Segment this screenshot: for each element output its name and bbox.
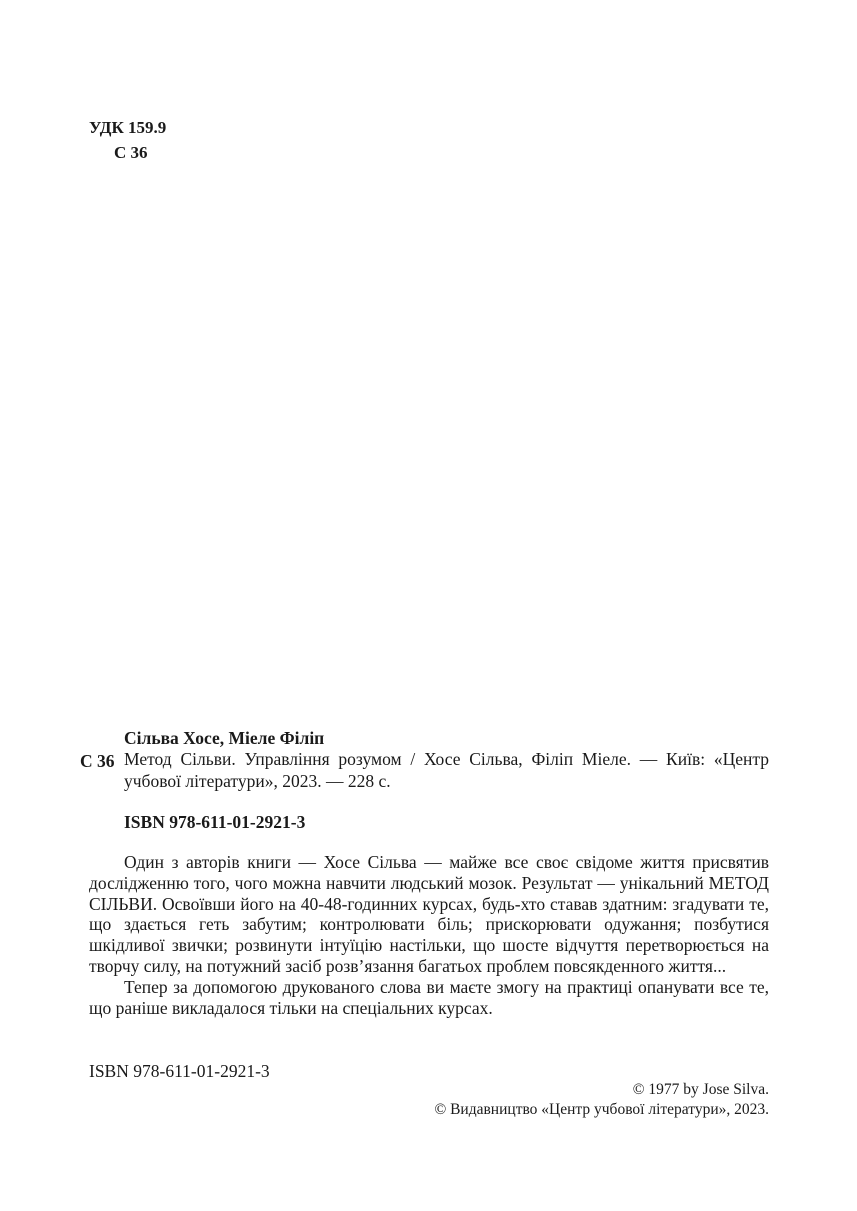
copyright-block bbox=[434, 1080, 769, 1120]
copyright-author: © 1977 by Jose Silva. bbox=[632, 1081, 769, 1098]
copyright-publisher: © Видавництво «Центр учбової літератури», 2023. bbox=[434, 1101, 769, 1118]
annotation bbox=[89, 852, 769, 1018]
isbn-bold: ISBN 978-611-01-2921-3 bbox=[124, 812, 306, 832]
annotation-paragraph-2: Тепер за допомогою друкованого слова ви маєте змогу на практиці опанувати все те, що раніше викладалося тільки на спеціальних курсах. bbox=[89, 976, 769, 1018]
udk-author-code: С 36 bbox=[114, 143, 148, 162]
udk-label: УДК 159.9 bbox=[89, 118, 167, 137]
authors: Сільва Хосе, Міеле Філіп bbox=[124, 728, 325, 748]
bibliographic-description: Метод Сільви. Управління розумом / Хосе Сільва, Філіп Міеле. — Київ: «Центр учбової літератури», 2023. — 228 с. bbox=[124, 749, 769, 791]
annotation-paragraph-1: Один з авторів книги — Хосе Сільва — майже все своє свідоме життя присвятив дослідженню того, чого можна навчити людський мозок. Результат — унікальний МЕТОД СІЛЬВИ. Освоївши його на 40-48-годинних курсах, будь-хто ставав здатним: згадувати те, що здається геть забутим; контролювати біль; прискорювати одужання; позбутися шкідливої звички; розвинути інтуїцію настільки, що шосте відчуття перетворюється на творчу силу, на потужний засіб розв’язання багатьох проблем повсякденного життя... bbox=[89, 852, 769, 976]
isbn-footer: ISBN 978-611-01-2921-3 bbox=[89, 1061, 270, 1081]
author-code-side: С 36 bbox=[80, 751, 115, 771]
